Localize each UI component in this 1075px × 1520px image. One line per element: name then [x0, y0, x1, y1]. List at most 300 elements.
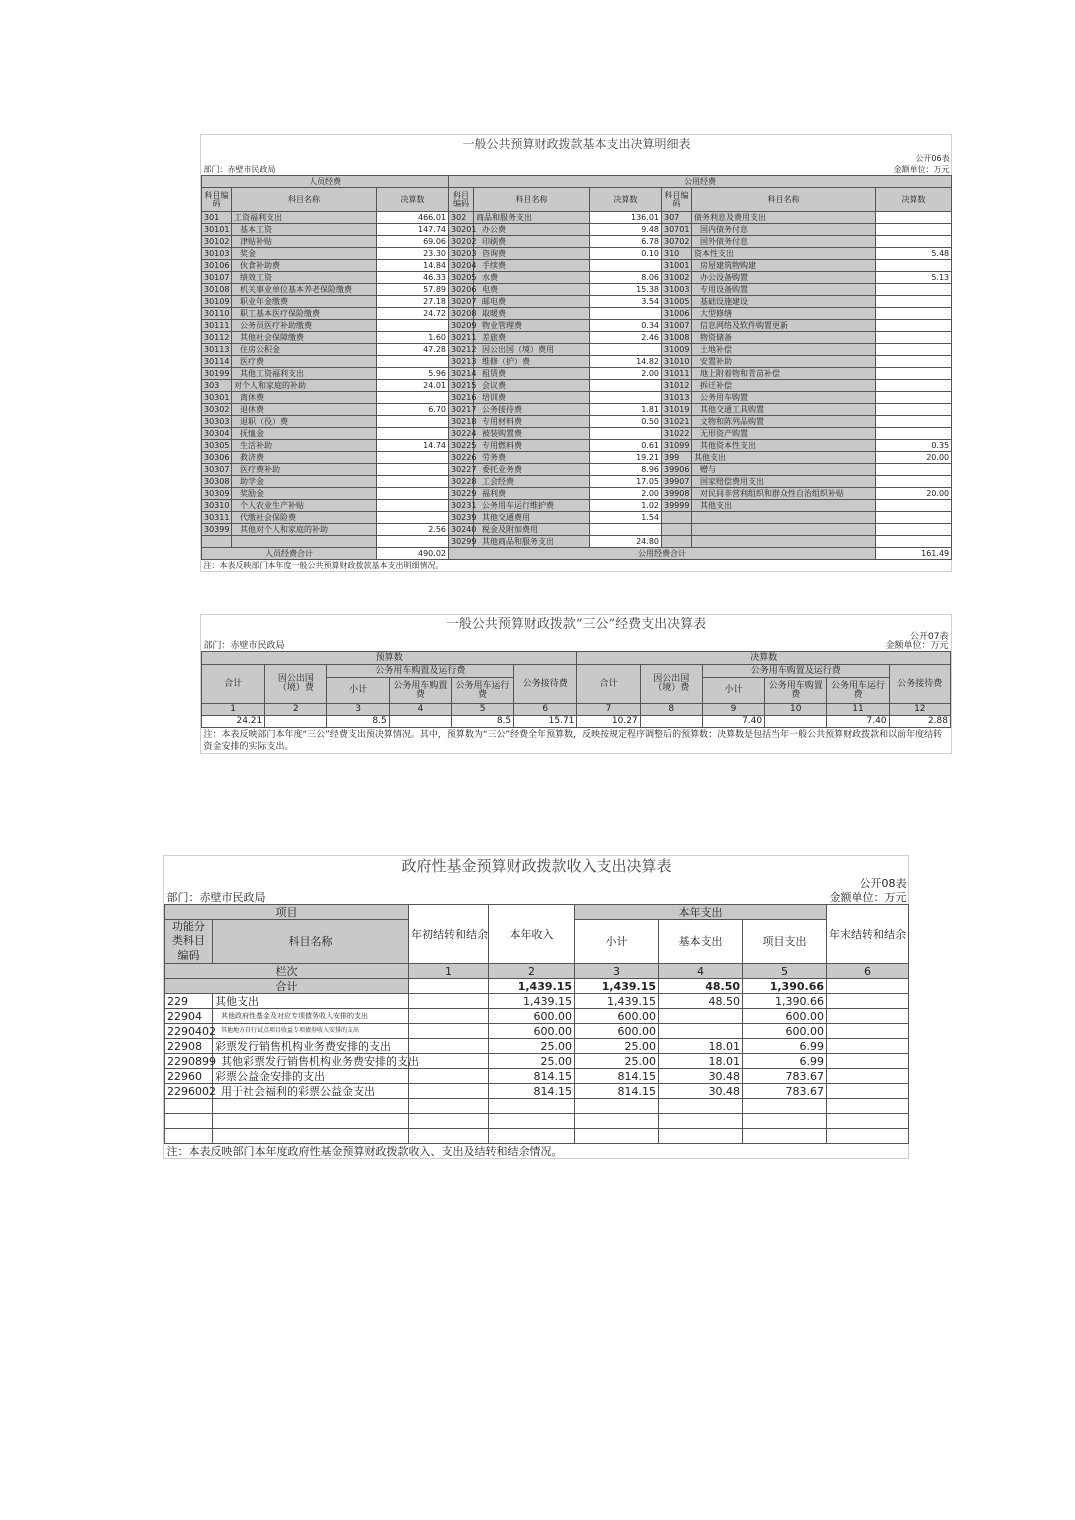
amount-cell: 2.00 — [590, 368, 662, 380]
table-row — [202, 284, 952, 296]
subject-code: 30213 — [449, 356, 474, 368]
col-header-code: 科目编码 — [662, 188, 692, 212]
amount-cell: 24.80 — [590, 536, 662, 548]
subject-code: 31005 — [662, 296, 692, 308]
amount-cell — [876, 344, 952, 356]
amount-cell — [377, 416, 449, 428]
final-header: 决算数 — [577, 652, 951, 665]
amount-cell — [827, 994, 909, 1009]
amount-cell — [876, 392, 952, 404]
subject-code: 307 — [662, 212, 692, 224]
amount-cell — [876, 380, 952, 392]
subject-code: 30231 — [449, 500, 474, 512]
expense-value: 8.5 — [451, 716, 513, 728]
table1-title: 一般公共预算财政拨款基本支出决算明细表 — [462, 137, 691, 151]
subject-name: 其他政府性基金及对应专项债务收入安排的支出 — [213, 1009, 409, 1024]
subject-code: 31013 — [662, 392, 692, 404]
amount-cell: 814.15 — [575, 1069, 659, 1084]
subject-name: 工资福利支出 — [232, 212, 377, 224]
column-number: 3 — [327, 704, 389, 716]
subject-code: 30702 — [662, 236, 692, 248]
subject-code — [662, 512, 692, 524]
subject-code: 31021 — [662, 416, 692, 428]
subject-code: 2296002 — [165, 1084, 213, 1099]
subject-name — [692, 536, 876, 548]
amount-cell — [377, 512, 449, 524]
table2-form-no: 公开07表 — [910, 632, 949, 642]
table-row — [202, 464, 952, 476]
amount-cell: 600.00 — [575, 1024, 659, 1039]
amount-cell — [409, 1009, 489, 1024]
subject-name: 土地补偿 — [692, 344, 876, 356]
table1-dept: 部门：赤壁市民政局 — [202, 164, 590, 176]
subject-name: 其他支出 — [213, 994, 409, 1009]
subject-code: 30209 — [449, 320, 474, 332]
subject-code — [662, 524, 692, 536]
amount-cell — [409, 1039, 489, 1054]
expense-header: 本年支出 — [575, 905, 827, 920]
amount-cell: 1.02 — [590, 500, 662, 512]
table-row — [202, 212, 952, 224]
column-number: 1 — [202, 704, 265, 716]
table-row — [202, 524, 952, 536]
subject-code: 31006 — [662, 308, 692, 320]
amount-cell — [876, 464, 952, 476]
table2-title: 一般公共预算财政拨款“三公”经费支出决算表 — [445, 616, 707, 632]
subject-name: 国外债务付息 — [692, 236, 876, 248]
subject-name: 职工基本医疗保险缴费 — [232, 308, 377, 320]
amount-cell — [876, 476, 952, 488]
subject-code: 2290402 — [165, 1024, 213, 1039]
subject-code: 30212 — [449, 344, 474, 356]
subject-code: 302 — [449, 212, 474, 224]
subject-name: 奖金 — [232, 248, 377, 260]
subject-code: 31099 — [662, 440, 692, 452]
subject-code: 30102 — [202, 236, 232, 248]
subject-name: 彩票发行销售机构业务费安排的支出 — [213, 1039, 409, 1054]
amount-cell: 600.00 — [489, 1009, 575, 1024]
basic-expense-header: 基本支出 — [659, 920, 743, 964]
subject-code: 30306 — [202, 452, 232, 464]
subject-name — [692, 512, 876, 524]
subject-code: 39907 — [662, 476, 692, 488]
subject-code: 310 — [662, 248, 692, 260]
table-row — [202, 380, 952, 392]
subject-code: 30113 — [202, 344, 232, 356]
amount-cell: 1,390.66 — [743, 994, 827, 1009]
amount-cell: 20.00 — [876, 452, 952, 464]
amount-cell — [876, 428, 952, 440]
subject-code: 22908 — [165, 1039, 213, 1054]
amount-cell — [876, 212, 952, 224]
col-header-name: 科目名称 — [474, 188, 590, 212]
subject-code: 30208 — [449, 308, 474, 320]
amount-cell — [409, 1054, 489, 1069]
subject-name: 代缴社会保险费 — [232, 512, 377, 524]
total-header: 合计 — [202, 665, 265, 704]
amount-cell: 57.89 — [377, 284, 449, 296]
column-number: 11 — [827, 704, 889, 716]
subject-code: 30207 — [449, 296, 474, 308]
subject-name: 其他交通费用 — [474, 512, 590, 524]
column-number: 3 — [575, 964, 659, 979]
table1-unit: 金额单位：万元 — [590, 164, 952, 176]
subject-name: 医疗费 — [232, 356, 377, 368]
expense-value — [765, 716, 827, 728]
subject-code — [662, 536, 692, 548]
expense-value: 7.40 — [827, 716, 889, 728]
table1-form-no: 公开06表 — [915, 153, 950, 163]
subject-code: 30399 — [202, 524, 232, 536]
amount-cell: 5.13 — [876, 272, 952, 284]
subject-code: 30199 — [202, 368, 232, 380]
subject-name: 对个人和家庭的补助 — [232, 380, 377, 392]
subject-name: 彩票公益金安排的支出 — [213, 1069, 409, 1084]
subject-name: 住房公积金 — [232, 344, 377, 356]
subject-code: 303 — [202, 380, 232, 392]
subject-name: 地上附着物和青苗补偿 — [692, 368, 876, 380]
amount-cell — [659, 1009, 743, 1024]
amount-cell: 1.54 — [590, 512, 662, 524]
amount-cell — [377, 428, 449, 440]
amount-cell — [876, 536, 952, 548]
amount-cell — [377, 464, 449, 476]
subject-code: 30204 — [449, 260, 474, 272]
subject-name: 医疗费补助 — [232, 464, 377, 476]
subject-name: 公务用车购置 — [692, 392, 876, 404]
table-row — [202, 320, 952, 332]
subject-code: 30214 — [449, 368, 474, 380]
amount-cell — [590, 392, 662, 404]
subject-name: 因公出国（境）费用 — [474, 344, 590, 356]
subject-code: 30227 — [449, 464, 474, 476]
subject-code: 30211 — [449, 332, 474, 344]
subject-name: 咨询费 — [474, 248, 590, 260]
subject-name: 物资储备 — [692, 332, 876, 344]
amount-cell: 14.82 — [590, 356, 662, 368]
subject-code: 399 — [662, 452, 692, 464]
column-number: 5 — [451, 704, 513, 716]
subject-name: 机关事业单位基本养老保险缴费 — [232, 284, 377, 296]
amount-cell — [827, 1024, 909, 1039]
project-expense-header: 项目支出 — [743, 920, 827, 964]
amount-cell: 0.34 — [590, 320, 662, 332]
table-row — [202, 248, 952, 260]
amount-cell: 5.48 — [876, 248, 952, 260]
amount-cell: 46.33 — [377, 272, 449, 284]
subject-name: 取暖费 — [474, 308, 590, 320]
table1-note: 注：本表反映部门本年度一般公共预算财政拨款基本支出明细情况。 — [203, 560, 444, 570]
amount-cell — [827, 1069, 909, 1084]
subject-code: 30109 — [202, 296, 232, 308]
table-row — [202, 512, 952, 524]
subject-code: 30110 — [202, 308, 232, 320]
subject-name: 生活补助 — [232, 440, 377, 452]
subject-name: 津贴补贴 — [232, 236, 377, 248]
subject-code: 30224 — [449, 428, 474, 440]
amount-cell: 600.00 — [743, 1009, 827, 1024]
table3-dept: 部门：赤壁市民政局 — [165, 890, 575, 905]
amount-cell — [827, 1039, 909, 1054]
amount-cell: 25.00 — [489, 1054, 575, 1069]
subject-code: 2290899 — [165, 1054, 213, 1069]
subject-name: 救济费 — [232, 452, 377, 464]
amount-cell — [876, 404, 952, 416]
amount-cell: 1,439.15 — [489, 994, 575, 1009]
subject-name: 办公设备购置 — [692, 272, 876, 284]
subject-code: 39908 — [662, 488, 692, 500]
subject-code: 31003 — [662, 284, 692, 296]
subject-name: 助学金 — [232, 476, 377, 488]
table3-unit: 金额单位：万元 — [575, 890, 909, 905]
amount-cell: 2.56 — [377, 524, 449, 536]
table3-note: 注：本表反映部门本年度政府性基金预算财政拨款收入、支出及结转和结余情况。 — [166, 1144, 563, 1158]
subject-name: 赠与 — [692, 464, 876, 476]
total-header: 合计 — [577, 665, 640, 704]
subject-code: 39999 — [662, 500, 692, 512]
subject-name: 租赁费 — [474, 368, 590, 380]
amount-cell — [876, 368, 952, 380]
amount-cell: 25.00 — [575, 1039, 659, 1054]
name-header: 科目名称 — [213, 920, 409, 964]
amount-cell — [876, 284, 952, 296]
column-number: 7 — [577, 704, 640, 716]
expense-value: 7.40 — [702, 716, 764, 728]
public-total-label: 公用经费合计 — [449, 548, 876, 560]
subject-name: 电费 — [474, 284, 590, 296]
expense-subtotal-header: 小计 — [575, 920, 659, 964]
subject-name: 绩效工资 — [232, 272, 377, 284]
table-row — [202, 368, 952, 380]
amount-cell — [876, 296, 952, 308]
subtotal-header: 小计 — [702, 678, 764, 704]
subject-name: 房屋建筑物购建 — [692, 260, 876, 272]
amount-cell — [377, 356, 449, 368]
subject-code: 30309 — [202, 488, 232, 500]
subject-code: 30228 — [449, 476, 474, 488]
subject-code: 30205 — [449, 272, 474, 284]
amount-cell — [377, 452, 449, 464]
subject-name: 培训费 — [474, 392, 590, 404]
subject-name: 无形资产购置 — [692, 428, 876, 440]
expense-value — [389, 716, 451, 728]
subject-name: 劳务费 — [474, 452, 590, 464]
income-header: 本年收入 — [489, 905, 575, 964]
subject-code: 30202 — [449, 236, 474, 248]
column-number: 4 — [389, 704, 451, 716]
subject-name: 基础设施建设 — [692, 296, 876, 308]
subtotal-header: 小计 — [327, 678, 389, 704]
column-number: 10 — [765, 704, 827, 716]
amount-cell: 30.48 — [659, 1069, 743, 1084]
amount-cell — [876, 308, 952, 320]
amount-cell — [409, 1069, 489, 1084]
subject-code: 30111 — [202, 320, 232, 332]
table2-note: 注：本表反映部门本年度“三公”经费支出预决算情况。其中，预算数为“三公”经费全年预算数，反映按规定程序调整后的预算数；决算数是包括当年一般公共预算财政拨款和以前年度结转资金安排的实际支出。 — [203, 730, 943, 752]
amount-cell: 25.00 — [575, 1054, 659, 1069]
table-row — [202, 440, 952, 452]
subject-code: 30106 — [202, 260, 232, 272]
end-balance-header: 年末结转和结余 — [827, 905, 909, 964]
col-header-name: 科目名称 — [232, 188, 377, 212]
table-row — [202, 536, 952, 548]
amount-cell: 48.50 — [659, 994, 743, 1009]
table-row — [202, 476, 952, 488]
column-number: 9 — [702, 704, 764, 716]
amount-cell: 24.72 — [377, 308, 449, 320]
amount-cell: 8.06 — [590, 272, 662, 284]
col-header-code: 科目编码 — [202, 188, 232, 212]
amount-cell: 6.70 — [377, 404, 449, 416]
amount-cell: 18.01 — [659, 1054, 743, 1069]
amount-cell: 47.28 — [377, 344, 449, 356]
table-row — [202, 428, 952, 440]
col-header-amount: 决算数 — [876, 188, 952, 212]
subject-name: 债务利息及费用支出 — [692, 212, 876, 224]
table-row — [202, 452, 952, 464]
subject-name: 会议费 — [474, 380, 590, 392]
subject-code: 30112 — [202, 332, 232, 344]
subject-code: 30229 — [449, 488, 474, 500]
amount-cell — [409, 994, 489, 1009]
amount-cell: 814.15 — [575, 1084, 659, 1099]
amount-cell: 6.78 — [590, 236, 662, 248]
amount-cell: 17.05 — [590, 476, 662, 488]
basic-expenditure-sheet — [200, 134, 952, 572]
amount-cell: 783.67 — [743, 1069, 827, 1084]
subject-code: 31022 — [662, 428, 692, 440]
expense-value: 24.21 — [202, 716, 265, 728]
subject-name: 个人农业生产补贴 — [232, 500, 377, 512]
subject-name: 水费 — [474, 272, 590, 284]
amount-cell: 2.46 — [590, 332, 662, 344]
subject-code: 30225 — [449, 440, 474, 452]
amount-cell — [876, 224, 952, 236]
gov-fund-table — [164, 856, 909, 1158]
reception-header: 公务接待费 — [889, 665, 950, 704]
amount-cell — [590, 524, 662, 536]
subject-code: 30299 — [449, 536, 474, 548]
subject-code: 30307 — [202, 464, 232, 476]
table-row — [202, 488, 952, 500]
col-header-name: 科目名称 — [692, 188, 876, 212]
amount-cell — [590, 308, 662, 320]
table3-title: 政府性基金预算财政拨款收入支出决算表 — [401, 856, 672, 875]
amount-cell — [876, 416, 952, 428]
budget-header: 预算数 — [202, 652, 577, 665]
subject-code: 30103 — [202, 248, 232, 260]
table-row — [202, 500, 952, 512]
column-number: 6 — [827, 964, 909, 979]
column-number: 5 — [743, 964, 827, 979]
subject-name: 其他彩票发行销售机构业务费安排的支出 — [213, 1054, 409, 1069]
column-number: 12 — [889, 704, 950, 716]
purchase-header: 公务用车购置费 — [389, 678, 451, 704]
amount-cell — [377, 476, 449, 488]
amount-cell — [590, 428, 662, 440]
subject-name: 安置补助 — [692, 356, 876, 368]
subject-code: 30201 — [449, 224, 474, 236]
three-public-expense-table — [201, 615, 951, 753]
subject-code: 31011 — [662, 368, 692, 380]
vehicle-header: 公务用车购置及运行费 — [327, 665, 514, 678]
amount-cell — [377, 536, 449, 548]
amount-cell — [876, 260, 952, 272]
subject-name: 信息网络及软件购置更新 — [692, 320, 876, 332]
reception-header: 公务接待费 — [514, 665, 577, 704]
abroad-header: 因公出国（境）费 — [640, 665, 702, 704]
subject-name: 其他支出 — [692, 500, 876, 512]
subject-name: 文物和陈列品购置 — [692, 416, 876, 428]
amount-cell: 8.96 — [590, 464, 662, 476]
amount-cell — [827, 1009, 909, 1024]
purchase-header: 公务用车购置费 — [765, 678, 827, 704]
table-row — [202, 404, 952, 416]
subject-code: 30206 — [449, 284, 474, 296]
table-row — [165, 994, 909, 1009]
subject-name: 专用燃料费 — [474, 440, 590, 452]
public-total-value: 161.49 — [876, 548, 952, 560]
subject-name: 物业管理费 — [474, 320, 590, 332]
amount-cell: 69.06 — [377, 236, 449, 248]
amount-cell: 147.74 — [377, 224, 449, 236]
amount-cell: 25.00 — [489, 1039, 575, 1054]
subject-name: 其他社会保障缴费 — [232, 332, 377, 344]
table-row — [165, 1054, 909, 1069]
amount-cell — [876, 236, 952, 248]
table-row — [202, 332, 952, 344]
personnel-total-value: 490.02 — [377, 548, 449, 560]
subject-code: 30108 — [202, 284, 232, 296]
subject-name: 资本性支出 — [692, 248, 876, 260]
expense-value: 15.71 — [514, 716, 577, 728]
total-value: 1,439.15 — [489, 979, 575, 994]
table-row — [202, 308, 952, 320]
subject-name: 差旅费 — [474, 332, 590, 344]
amount-cell: 14.74 — [377, 440, 449, 452]
public-group-header: 公用经费 — [449, 176, 952, 188]
subject-name: 基本工资 — [232, 224, 377, 236]
amount-cell — [876, 500, 952, 512]
subject-name: 其他交通工具购置 — [692, 404, 876, 416]
running-header: 公务用车运行费 — [451, 678, 513, 704]
amount-cell: 14.84 — [377, 260, 449, 272]
amount-cell: 9.48 — [590, 224, 662, 236]
column-number-label: 栏次 — [165, 964, 409, 979]
subject-code: 30101 — [202, 224, 232, 236]
subject-name: 抚恤金 — [232, 428, 377, 440]
col-header-amount: 决算数 — [377, 188, 449, 212]
subject-code: 30216 — [449, 392, 474, 404]
table-row — [202, 272, 952, 284]
table3-form-no: 公开08表 — [859, 876, 907, 890]
amount-cell — [590, 380, 662, 392]
amount-cell: 3.54 — [590, 296, 662, 308]
personnel-total-label: 人员经费合计 — [202, 548, 377, 560]
subject-code: 31019 — [662, 404, 692, 416]
col-header-code: 科目编码 — [449, 188, 474, 212]
subject-name: 拆迁补偿 — [692, 380, 876, 392]
subject-code: 30226 — [449, 452, 474, 464]
total-label: 合计 — [165, 979, 409, 994]
amount-cell — [377, 488, 449, 500]
expense-value — [640, 716, 702, 728]
subject-name: 公务用车运行维护费 — [474, 500, 590, 512]
subject-code: 30308 — [202, 476, 232, 488]
subject-name: 其他资本性支出 — [692, 440, 876, 452]
subject-code: 31007 — [662, 320, 692, 332]
running-header: 公务用车运行费 — [827, 678, 889, 704]
